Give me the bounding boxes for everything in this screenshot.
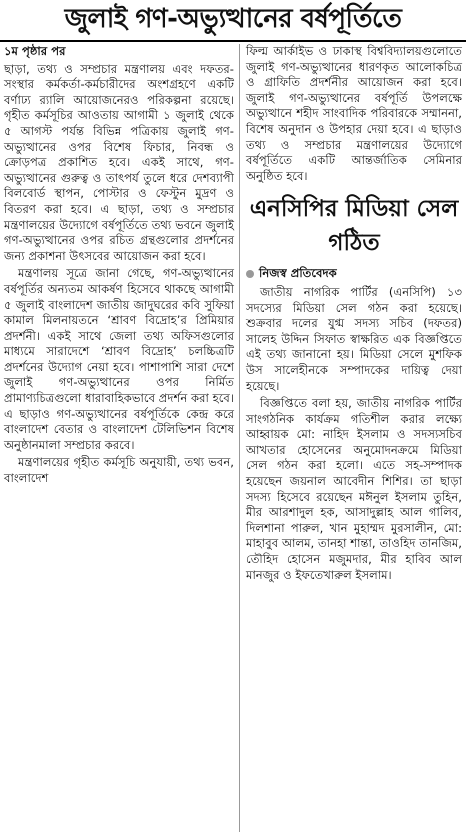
byline-text: নিজস্ব প্রতিবেদক [259,266,337,281]
left-column [4,44,234,489]
bullet-icon [246,270,254,278]
main-headline: জুলাই গণ-অভ্যুত্থানের বর্ষপূর্তিতে [0,0,466,42]
article-paragraph: ছাড়া, তথ্য ও সম্প্রচার মন্ত্রণালয় এবং দফতর-সংস্থার কর্মকর্তা-কর্মচারীদের অংশগ্রহণে একটি বর্ণাঢ্য র‌্যালি আয়োজনেরও পরিকল্পনা রয়েছে। গৃহীত কর্মসূচির আওতায় আগামী ১ জুলাই থেকে ৫ আগস্ট পর্যন্ত বিভিন্ন পত্রিকায় জুলাই গণ-অভ্যুত্থানের ওপর বিশেষ ফিচার, নিবন্ধ ও ক্রোড়পত্র প্রকাশিত হবে। একই সাথে, গণ-অভ্যুত্থানের গুরুত্ব ও তাৎপর্য তুলে ধরে দেশব্যাপী বিলবোর্ড স্থাপন, পোস্টার ও ফেস্টুন মুদ্রণ ও বিতরণ করা হবে। এ ছাড়া, তথ্য ও সম্প্রচার মন্ত্রণালয়ের উদ্যোগে বর্ষপূর্তিতে তথ্য ভবনে জুলাই গণ-অভ্যুত্থানের ওপর রচিত গ্রন্থগুলোর প্রদর্শনের জন্য প্রকাশনা উৎসবের আয়োজন করা হবে। [4,61,234,263]
article-paragraph: মন্ত্রণালয়ের গৃহীত কর্মসূচি অনুযায়ী, তথ্য ভবন, বাংলাদেশ [4,455,234,486]
right-column [246,44,462,585]
article-paragraph: বিজ্ঞপ্তিতে বলা হয়, জাতীয় নাগরিক পার্টির সাংগঠনিক কার্যক্রম গতিশীল করার লক্ষ্যে আহ্বায়ক মো: নাহিদ ইসলাম ও সদস্যসচিব আখতার হোসেনের অনুমোদনক্রমে মিডিয়া সেল গঠন করা হলো। এতে সহ-সম্পাদক হয়েছেন জয়নাল আবেদীন শিশির। তা ছাড়া সদস্য হিসেবে রয়েছেন মঈনুল ইসলাম তুহিন, মীর আরশাদুল হক, আসাদুল্লাহ আল গালিব, দিলশানা পারুল, খান মুহাম্মদ মুরসালীন, মো: মাহাবুব আলম, তানহা শান্তা, তাওহিদ তানজিম, তৌহিদ হোসেন মজুমদার, মীর হাবিব আল মানজুর ও ইফতেখারুল ইসলাম। [246,396,462,582]
article-continuation: ফিল্ম আর্কাইভ ও ঢাকাস্থ বিশ্ববিদ্যালয়গুলোতে জুলাই গণ-অভ্যুত্থানের ধারণকৃত আলোকচিত্র ও গ্রাফিতি প্রদর্শনীর আয়োজন করা হবে। জুলাই গণ-অভ্যুত্থানের বর্ষপূর্তি উপলক্ষে অভ্যুত্থানে শহীদ সাংবাদিক পরিবারকে সম্মাননা, বিশেষ অনুদান ও উপহার দেয়া হবে। এ ছাড়াও তথ্য ও সম্প্রচার মন্ত্রণালয়ের উদ্যোগে বর্ষপূর্তিতে একটি আন্তর্জাতিক সেমিনার অনুষ্ঠিত হবে। [246,44,462,183]
article-paragraph: জাতীয় নাগরিক পার্টির (এনসিপি) ১৩ সদস্যের মিডিয়া সেল গঠন করা হয়েছে। শুক্রবার দলের যুগ্ম সদস্য সচিব (দফতর) সালেহ উদ্দিন সিফাত স্বাক্ষরিত এক বিজ্ঞপ্তিতে এই তথ্য জানানো হয়। মিডিয়া সেলে মুশফিক উস সালেহীনকে সম্পাদকের দায়িত্ব দেয়া হয়েছে। [246,284,462,393]
column-divider [239,44,240,832]
byline [246,266,462,282]
article-paragraph: মন্ত্রণালয় সূত্রে জানা গেছে, গণ-অভ্যুত্থানের বর্ষপূর্তির অন্যতম আকর্ষণ হিসেবে থাকছে আগামী ৫ জুলাই বাংলাদেশ জাতীয় জাদুঘরের কবি সুফিয়া কামাল মিলনায়তনে ‘শ্রাবণ বিদ্রোহ’র প্রিমিয়ার প্রদর্শনী। একই সাথে জেলা তথ্য অফিসগুলোর মাধ্যমে সারাদেশে ‘শ্রাবণ বিদ্রোহ’ চলচ্চিত্রটি প্রদর্শনের উদ্যোগ নেয়া হবে। পাশাপাশি সারা দেশে জুলাই গণ-অভ্যুত্থানের ওপর নির্মিত প্রামাণ্যচিত্রগুলো ধারাবাহিকভাবে প্রদর্শন করা হবে। এ ছাড়াও গণ-অভ্যুত্থানের বর্ষপূর্তিকে কেন্দ্র করে বাংলাদেশ বেতার ও বাংলাদেশ টেলিভিশন বিশেষ অনুষ্ঠানমালা সম্প্রচার করবে। [4,266,234,452]
jump-label: ১ম পৃষ্ঠার পর [4,44,66,58]
sub-headline: এনসিপির মিডিয়া সেল গঠিত [249,196,459,257]
